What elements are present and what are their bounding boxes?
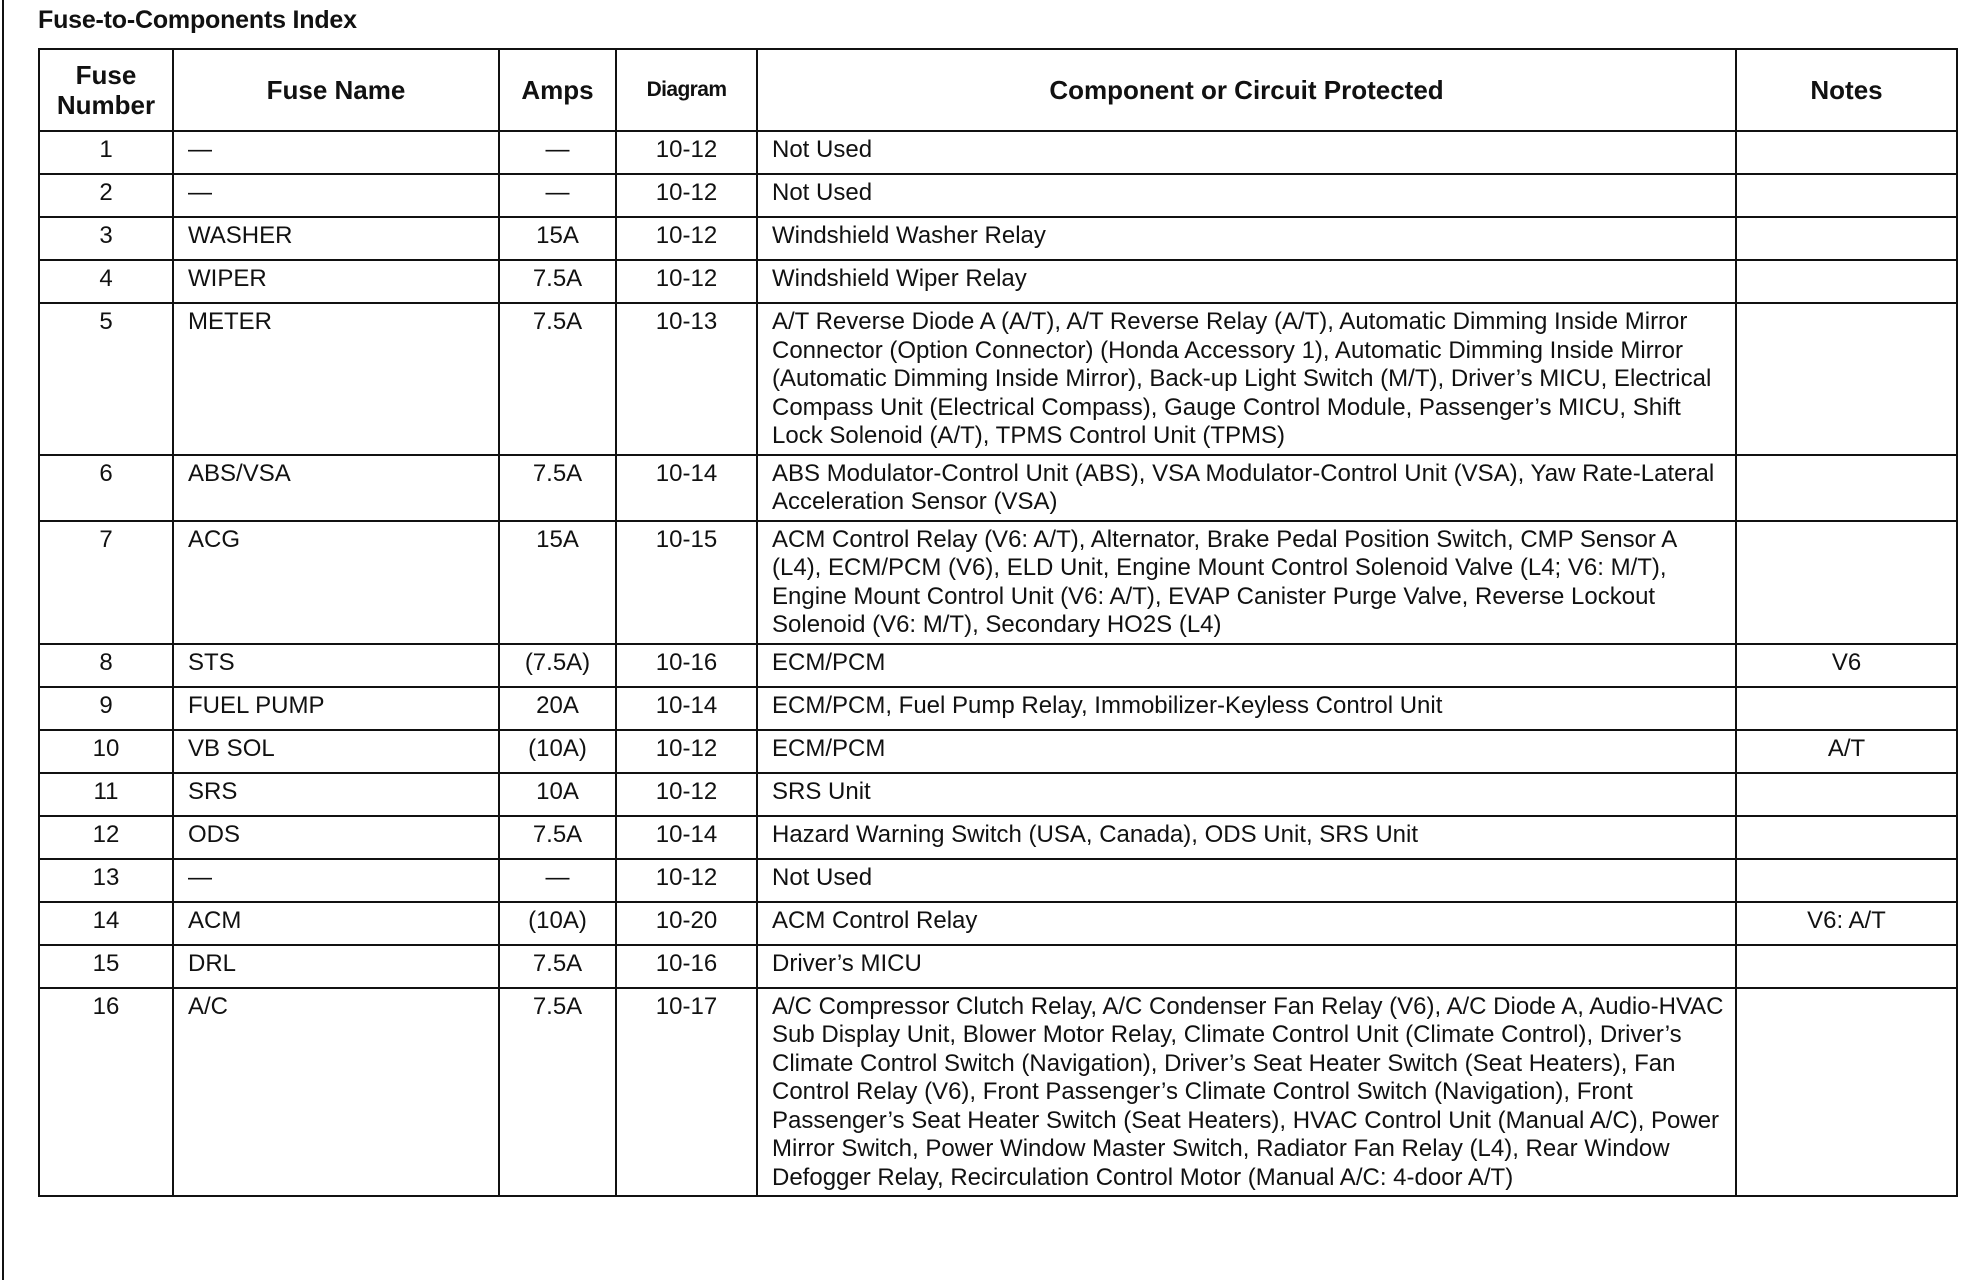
table-row xyxy=(39,521,1957,644)
component-cell: ACM Control Relay xyxy=(757,902,1736,945)
fuse-number-cell: 7 xyxy=(39,521,173,644)
table-row xyxy=(39,644,1957,687)
amps-cell: 7.5A xyxy=(499,303,616,455)
amps-cell: 15A xyxy=(499,217,616,260)
component-cell: ECM/PCM xyxy=(757,644,1736,687)
component-cell: Not Used xyxy=(757,174,1736,217)
component-cell: A/T Reverse Diode A (A/T), A/T Reverse Relay (A/T), Automatic Dimming Inside Mirror Connector (Option Connector) (Honda Accessory 1), Automatic Dimming Inside Mirror (Automatic Dimming Inside Mirror), Back-up Light Switch (M/T), Driver’s MICU, Electrical Compass Unit (Electrical Compass), Gauge Control Module, Passenger’s MICU, Shift Lock Solenoid (A/T), TPMS Control Unit (TPMS) xyxy=(757,303,1736,455)
column-header-fuse-number: Fuse Number xyxy=(39,49,173,131)
amps-cell: 7.5A xyxy=(499,988,616,1197)
component-cell: ABS Modulator-Control Unit (ABS), VSA Modulator-Control Unit (VSA), Yaw Rate-Lateral Acceleration Sensor (VSA) xyxy=(757,455,1736,521)
table-row xyxy=(39,455,1957,521)
fuse-name-cell: SRS xyxy=(173,773,499,816)
column-header-component: Component or Circuit Protected xyxy=(757,49,1736,131)
amps-cell: — xyxy=(499,131,616,174)
fuse-name-cell: ACG xyxy=(173,521,499,644)
fuse-name-cell: A/C xyxy=(173,988,499,1197)
amps-cell: (10A) xyxy=(499,730,616,773)
fuse-number-cell: 6 xyxy=(39,455,173,521)
fuse-name-cell: WASHER xyxy=(173,217,499,260)
amps-cell: — xyxy=(499,174,616,217)
component-cell: Windshield Wiper Relay xyxy=(757,260,1736,303)
notes-cell: A/T xyxy=(1736,730,1957,773)
fuse-number-cell: 10 xyxy=(39,730,173,773)
component-cell: ACM Control Relay (V6: A/T), Alternator, Brake Pedal Position Switch, CMP Sensor A (L4), ECM/PCM (V6), ELD Unit, Engine Mount Control Solenoid Valve (L4; V6: M/T), Engine Mount Control Unit (V6: A/T), EVAP Canister Purge Valve, Reverse Lockout Solenoid (V6: M/T), Secondary HO2S (L4) xyxy=(757,521,1736,644)
notes-cell xyxy=(1736,217,1957,260)
table-row xyxy=(39,730,1957,773)
table-row xyxy=(39,773,1957,816)
fuse-number-cell: 13 xyxy=(39,859,173,902)
amps-cell: — xyxy=(499,859,616,902)
table-row xyxy=(39,303,1957,455)
diagram-cell: 10-12 xyxy=(616,260,757,303)
fuse-name-cell: ACM xyxy=(173,902,499,945)
fuse-number-cell: 2 xyxy=(39,174,173,217)
fuse-name-cell: ODS xyxy=(173,816,499,859)
notes-cell xyxy=(1736,687,1957,730)
amps-cell: 7.5A xyxy=(499,455,616,521)
amps-cell: 10A xyxy=(499,773,616,816)
component-cell: Hazard Warning Switch (USA, Canada), ODS Unit, SRS Unit xyxy=(757,816,1736,859)
diagram-cell: 10-12 xyxy=(616,730,757,773)
notes-cell xyxy=(1736,521,1957,644)
notes-cell xyxy=(1736,131,1957,174)
column-header-diagram: Diagram xyxy=(616,49,757,131)
table-row xyxy=(39,902,1957,945)
fuse-number-cell: 11 xyxy=(39,773,173,816)
notes-cell xyxy=(1736,859,1957,902)
column-header-notes: Notes xyxy=(1736,49,1957,131)
fuse-name-cell: DRL xyxy=(173,945,499,988)
amps-cell: 7.5A xyxy=(499,945,616,988)
notes-cell xyxy=(1736,988,1957,1197)
notes-cell xyxy=(1736,816,1957,859)
diagram-cell: 10-16 xyxy=(616,945,757,988)
fuse-name-cell: ABS/VSA xyxy=(173,455,499,521)
fuse-name-cell: VB SOL xyxy=(173,730,499,773)
table-row xyxy=(39,859,1957,902)
fuse-table xyxy=(38,48,1958,1197)
diagram-cell: 10-13 xyxy=(616,303,757,455)
fuse-number-cell: 9 xyxy=(39,687,173,730)
table-row xyxy=(39,174,1957,217)
component-cell: ECM/PCM, Fuel Pump Relay, Immobilizer-Keyless Control Unit xyxy=(757,687,1736,730)
amps-cell: 15A xyxy=(499,521,616,644)
diagram-cell: 10-12 xyxy=(616,174,757,217)
diagram-cell: 10-14 xyxy=(616,816,757,859)
fuse-name-cell: — xyxy=(173,859,499,902)
fuse-number-cell: 16 xyxy=(39,988,173,1197)
page-title: Fuse-to-Components Index xyxy=(38,6,357,34)
diagram-cell: 10-12 xyxy=(616,217,757,260)
component-cell: Not Used xyxy=(757,131,1736,174)
column-header-fuse-name: Fuse Name xyxy=(173,49,499,131)
fuse-number-cell: 12 xyxy=(39,816,173,859)
component-cell: Not Used xyxy=(757,859,1736,902)
amps-cell: (7.5A) xyxy=(499,644,616,687)
fuse-name-cell: STS xyxy=(173,644,499,687)
table-row xyxy=(39,988,1957,1197)
component-cell: Driver’s MICU xyxy=(757,945,1736,988)
amps-cell: 7.5A xyxy=(499,260,616,303)
diagram-cell: 10-20 xyxy=(616,902,757,945)
table-row xyxy=(39,945,1957,988)
diagram-cell: 10-16 xyxy=(616,644,757,687)
diagram-cell: 10-17 xyxy=(616,988,757,1197)
fuse-number-cell: 8 xyxy=(39,644,173,687)
diagram-cell: 10-12 xyxy=(616,859,757,902)
diagram-cell: 10-12 xyxy=(616,131,757,174)
fuse-name-cell: — xyxy=(173,131,499,174)
notes-cell xyxy=(1736,260,1957,303)
notes-cell xyxy=(1736,455,1957,521)
table-row xyxy=(39,687,1957,730)
fuse-name-cell: — xyxy=(173,174,499,217)
diagram-cell: 10-14 xyxy=(616,455,757,521)
fuse-name-cell: FUEL PUMP xyxy=(173,687,499,730)
notes-cell xyxy=(1736,945,1957,988)
table-row xyxy=(39,816,1957,859)
table-row xyxy=(39,217,1957,260)
fuse-number-cell: 4 xyxy=(39,260,173,303)
diagram-cell: 10-14 xyxy=(616,687,757,730)
column-header-amps: Amps xyxy=(499,49,616,131)
notes-cell xyxy=(1736,303,1957,455)
diagram-cell: 10-15 xyxy=(616,521,757,644)
fuse-name-cell: WIPER xyxy=(173,260,499,303)
notes-cell: V6: A/T xyxy=(1736,902,1957,945)
diagram-cell: 10-12 xyxy=(616,773,757,816)
component-cell: SRS Unit xyxy=(757,773,1736,816)
notes-cell xyxy=(1736,773,1957,816)
notes-cell xyxy=(1736,174,1957,217)
notes-cell: V6 xyxy=(1736,644,1957,687)
fuse-number-cell: 15 xyxy=(39,945,173,988)
component-cell: ECM/PCM xyxy=(757,730,1736,773)
table-row xyxy=(39,131,1957,174)
fuse-number-cell: 3 xyxy=(39,217,173,260)
table-row xyxy=(39,260,1957,303)
amps-cell: 20A xyxy=(499,687,616,730)
fuse-number-cell: 14 xyxy=(39,902,173,945)
component-cell: A/C Compressor Clutch Relay, A/C Condenser Fan Relay (V6), A/C Diode A, Audio-HVAC Sub Display Unit, Blower Motor Relay, Climate Control Unit (Climate Control), Driver’s Climate Control Switch (Navigation), Driver’s Seat Heater Switch (Seat Heaters), Fan Control Relay (V6), Front Passenger’s Climate Control Switch (Navigation), Front Passenger’s Seat Heater Switch (Seat Heaters), HVAC Control Unit (Manual A/C), Power Mirror Switch, Power Window Master Switch, Radiator Fan Relay (L4), Rear Window Defogger Relay, Recirculation Control Motor (Manual A/C: 4-door A/T) xyxy=(757,988,1736,1197)
fuse-name-cell: METER xyxy=(173,303,499,455)
header-row xyxy=(39,49,1957,131)
fuse-number-cell: 1 xyxy=(39,131,173,174)
fuse-number-cell: 5 xyxy=(39,303,173,455)
left-margin-rule xyxy=(2,0,4,1280)
amps-cell: (10A) xyxy=(499,902,616,945)
component-cell: Windshield Washer Relay xyxy=(757,217,1736,260)
amps-cell: 7.5A xyxy=(499,816,616,859)
